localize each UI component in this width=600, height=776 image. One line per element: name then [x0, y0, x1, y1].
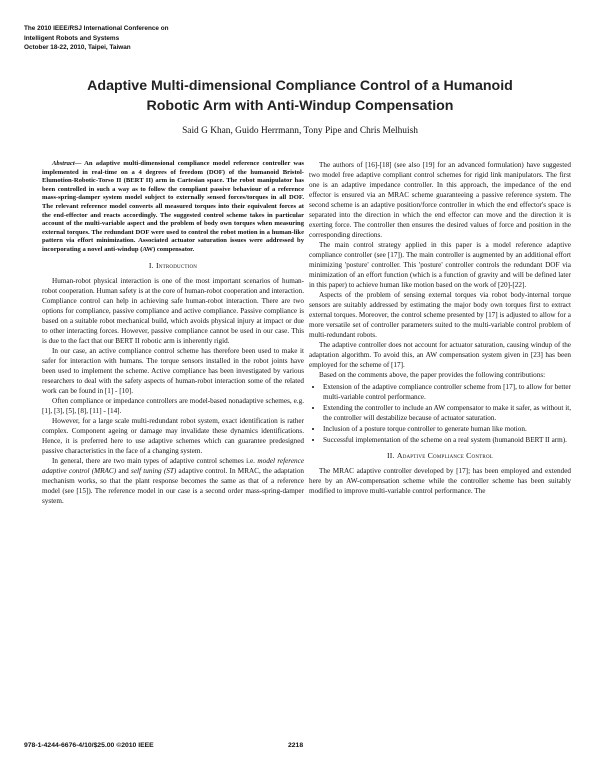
- section-heading: [42, 261, 304, 271]
- text-run: adaptive control. In MRAC, the adaptation mechanism works, so that the plant response becomes the same as that of a reference model (see [15]). The reference model in our case is a second order mass-spring-damper system.: [42, 466, 305, 505]
- paragraph: [42, 456, 304, 506]
- right-column: [309, 160, 571, 496]
- copyright-footer: 978-1-4244-6676-4/10/$25.00 ©2010 IEEE: [24, 742, 154, 749]
- abstract: [42, 160, 304, 255]
- author-list: Said G Khan, Guido Herrmann, Tony Pipe and Chris Melhuish: [182, 126, 418, 136]
- list-item: • Successful implementation of the scheme on a real system (humanoid BERT II arm).: [323, 435, 571, 445]
- paragraph: Aspects of the problem of sensing external torques via robot body-internal torque sensors are suitably addressed by estimating the major body own torques first to extract external torques. Moreover, the control scheme presented by [17] is adjusted to allow for a more versatile set of controller parameters suited to the multi-variable control problem of multi-redundant robots.: [309, 291, 571, 339]
- list-item: • Extension of the adaptive compliance controller scheme from [17], to allow for better multi-variable control performance.: [323, 382, 571, 402]
- left-column: [42, 160, 304, 506]
- page-number: 2218: [288, 742, 304, 749]
- paragraph: The MRAC adaptive controller developed by [17]; has been employed and extended here by an AW-compensation scheme while the controller scheme has been suitably modified to improve multi-variable control performance. The: [309, 467, 571, 495]
- title-line: Robotic Arm with Anti-Windup Compensation: [146, 98, 454, 114]
- paragraph: In our case, an active compliance control scheme has therefore been used to make it safer for interaction with humans. The torque sensors installed in the robot joints have been used to implement the scheme. Active compliance has been investigated by various researchers to deal with the safety aspects of human-robot interaction some of the related work can be found in [1] - [10].: [42, 346, 304, 395]
- conference-line: October 18-22, 2010, Taipei, Taiwan: [24, 44, 131, 51]
- section-number: II.: [386, 451, 395, 460]
- abstract-label: Abstract: [52, 160, 75, 167]
- section-title: Introduction: [156, 260, 198, 270]
- conference-line: Intelligent Robots and Systems: [24, 34, 120, 42]
- emphasis: model reference adaptive control (MRAC): [42, 456, 305, 475]
- contribution-list: [309, 382, 571, 445]
- paragraph: The adaptive controller does not account for actuator saturation, causing windup of the adaptation algorithm. To avoid this, an AW compensation system given in [23] has been employed for the scheme of [17].: [309, 341, 571, 369]
- paper-title: [40, 76, 560, 116]
- emphasis: self tuning (ST): [131, 466, 177, 475]
- paragraph: Based on the comments above, the paper provides the following contributions:: [319, 371, 546, 379]
- conference-line: The 2010 IEEE/RSJ International Conference on: [24, 25, 169, 32]
- paragraph: The main control strategy applied in this paper is a model reference adaptive compliance controller (see [17]). The main controller is augmented by an additional effort minimizing 'posture' controller. This 'posture' controller controls the redundant DOF via minimization of an effort function (which is a function of gravity and will be defined later in this paper) to achieve human like motion based on the work of [20]-[22].: [309, 241, 571, 289]
- text-run: In general, there are two main types of adaptive control schemes i.e.: [52, 456, 258, 465]
- section-title: Adaptive Compliance Control: [396, 451, 494, 460]
- conference-header: [24, 24, 169, 53]
- list-item: • Extending the controller to include an AW compensator to make it safer, as without it, the controller will destabilize because of actuator saturation.: [323, 403, 571, 423]
- abstract-text: — An adaptive multi-dimensional compliance model reference controller was implemented in real-time on a 4 degrees of freedom (DOF) of the humanoid Bristol-Elumotion-Robotic-Torso II (BERT II) arm in Cartesian space. The robot manipulator has been controlled in such a way as to follow the compliant passive behaviour of a reference mass-spring-damper system model subject to externally sensed forces/torques in all DOF. The relevant reference model converts all measured torques into their equivalent forces at the end-effector and reacts accordingly. The suggested control scheme takes in particular account of the multi-variable aspect and the problem of body own torques when measuring external torques. The redundant DOF were used to control the robot motion in a human-like pattern via effort minimization. Associated actuator saturation issues were addressed by incorporating a novel anti-windup (AW) compensator.: [42, 160, 304, 253]
- paragraph: Human-robot physical interaction is one of the most important scenarios of human-robot cooperation. Human safety is at the core of human-robot cooperation and interaction. Compliance control can help in achieving safe human-robot interaction. There are two options for compliance, passive compliance and active compliance. Passive compliance is based on a suitable robot mechanical build, which avoids physical injury at impact or due to other interacting forces. However, passive compliance cannot be used in our case. This is due to the fact that our BERT II robotic arm is inherently rigid.: [42, 276, 304, 345]
- paragraph: Often compliance or impedance controllers are model-based nonadaptive schemes, e.g. [1], [3], [5], [8], [11] - [14].: [42, 396, 304, 415]
- paragraph: However, for a large scale multi-redundant robot system, exact identification is rather complex. Component ageing or damage may invalidate these dynamics identifications. Hence, it is preferred here to use adaptive schemes which can guarantee predesigned passive characteristics in the face of a changing system.: [42, 416, 304, 455]
- section-heading: [309, 451, 571, 461]
- title-line: Adaptive Multi-dimensional Compliance Control of a Humanoid: [87, 78, 513, 94]
- paragraph: The authors of [16]-[18] (see also [19] for an advanced formulation) have suggested two model free adaptive compliant control schemes for rigid link manipulators. The first one is an adaptive impedance controller. In this approach, the impedance of the end effector is ensured via an MRAC scheme guaranteeing a passive reference system. The second scheme is an adaptive position/force controller in which the end effector's space is separated into the direction in which the end effector can move and the direction it is exerting force. The controller then ensures the desired values of force and position in the corresponding directions.: [309, 161, 571, 239]
- list-item: • Inclusion of a posture torque controller to generate human like motion.: [323, 424, 571, 434]
- text-run: and: [116, 466, 132, 475]
- section-number: I.: [148, 260, 154, 270]
